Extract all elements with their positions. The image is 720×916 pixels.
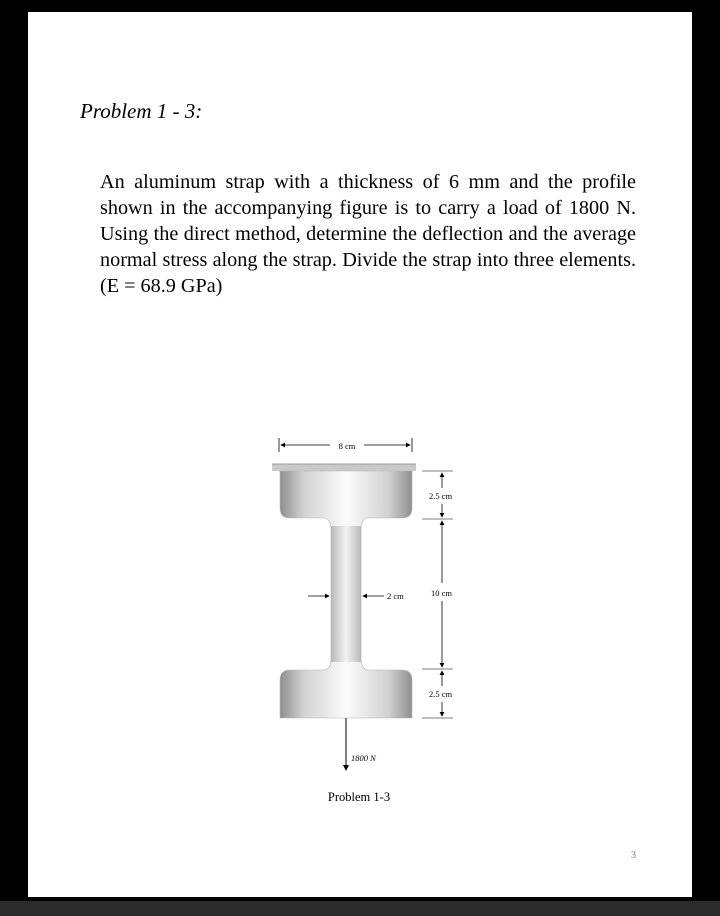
height-dimensions xyxy=(422,471,453,718)
problem-statement: An aluminum strap with a thickness of 6 mm and the profile shown in the accompanying figure is to carry a load of 1800 N. Using the direct method, determine the deflection and the average normal stress along the strap. Divide the strap into three elements. (E = 68.9 GPa) xyxy=(100,171,636,297)
strap-figure xyxy=(242,430,462,815)
bottom-bar xyxy=(0,901,720,916)
neck-label: 2 cm xyxy=(387,591,404,601)
width-dimension xyxy=(279,438,412,452)
top-support xyxy=(272,464,416,471)
bottom-height-label: 2.5 cm xyxy=(429,689,453,699)
load-label: 1800 N xyxy=(351,753,376,763)
load-arrow xyxy=(346,718,377,770)
width-label: 8 cm xyxy=(338,441,356,451)
figure-caption: Problem 1-3 xyxy=(327,790,391,804)
page-number: 3 xyxy=(631,850,636,861)
middle-height-label: 10 cm xyxy=(431,588,453,598)
top-height-label: 2.5 cm xyxy=(429,491,453,501)
document-page xyxy=(28,12,692,897)
problem-title: Problem 1 - 3: xyxy=(80,99,203,123)
